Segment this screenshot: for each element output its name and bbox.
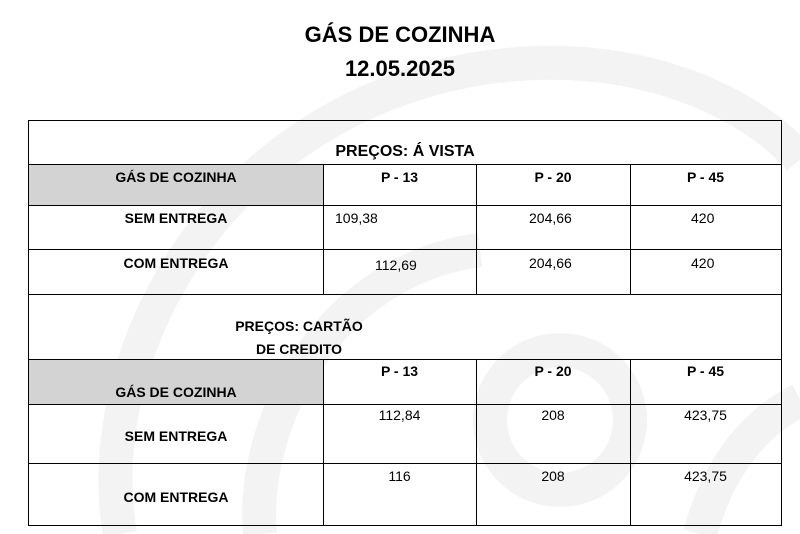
cartao-price-cell: 208 bbox=[541, 407, 565, 423]
cartao-col-p13: P - 13 bbox=[380, 363, 419, 379]
cartao-price-cell: 423,75 bbox=[684, 468, 727, 484]
divider bbox=[29, 404, 781, 405]
cartao-row-header: GÁS DE COZINHA bbox=[115, 384, 237, 400]
divider bbox=[29, 359, 781, 360]
cartao-section-title-line1: PREÇOS: CARTÃO bbox=[235, 318, 363, 334]
divider bbox=[29, 294, 781, 295]
cartao-col-p20: P - 20 bbox=[534, 363, 572, 379]
cartao-section-title-line2: DE CREDITO bbox=[255, 341, 343, 357]
divider bbox=[476, 359, 477, 525]
vista-row-label: COM ENTREGA bbox=[123, 255, 229, 271]
vista-row-label: SEM ENTREGA bbox=[124, 210, 228, 226]
cartao-price-cell: 116 bbox=[388, 468, 411, 484]
vista-col-p13: P - 13 bbox=[380, 169, 419, 185]
vista-section-title: PREÇOS: Á VISTA bbox=[335, 143, 475, 160]
vista-col-p20: P - 20 bbox=[534, 169, 572, 185]
vista-price-cell: 420 bbox=[691, 210, 715, 226]
vista-price-cell: 204,66 bbox=[529, 210, 572, 226]
divider bbox=[29, 249, 781, 250]
page-date: 12.05.2025 bbox=[344, 56, 456, 81]
vista-price-cell: 420 bbox=[691, 255, 715, 271]
divider bbox=[323, 359, 324, 525]
cartao-price-cell: 423,75 bbox=[684, 407, 727, 423]
vista-price-cell: 204,66 bbox=[529, 255, 572, 271]
cartao-row-label: COM ENTREGA bbox=[123, 489, 229, 505]
cartao-price-cell: 208 bbox=[541, 468, 565, 484]
vista-price-cell: 112,69 bbox=[375, 257, 417, 273]
divider bbox=[630, 359, 631, 525]
cartao-price-cell: 112,84 bbox=[378, 407, 421, 423]
divider bbox=[29, 463, 781, 464]
vista-price-cell: 109,38 bbox=[335, 210, 378, 226]
vista-col-p45: P - 45 bbox=[686, 169, 725, 185]
cartao-col-p45: P - 45 bbox=[686, 363, 725, 379]
cartao-row-label: SEM ENTREGA bbox=[124, 428, 228, 444]
page-title: GÁS DE COZINHA bbox=[304, 22, 496, 47]
price-table bbox=[28, 120, 782, 526]
divider bbox=[29, 164, 781, 165]
vista-row-header: GÁS DE COZINHA bbox=[115, 169, 237, 185]
divider bbox=[29, 205, 781, 206]
